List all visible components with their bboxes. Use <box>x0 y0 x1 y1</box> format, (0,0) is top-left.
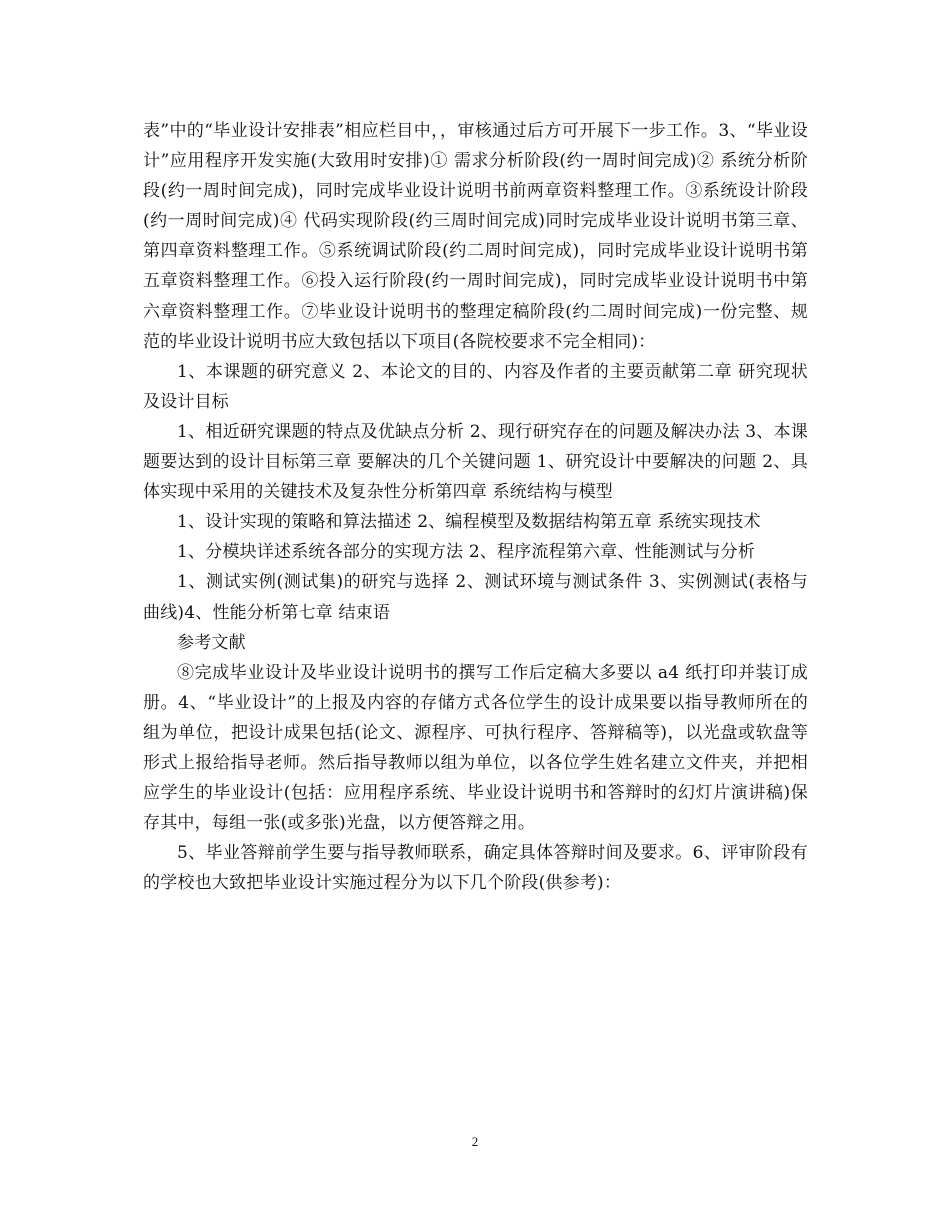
paragraph-chapter-three-four: 1、相近研究课题的特点及优缺点分析 2、现行研究存在的问题及解决办法 3、本课题要达到的设计目标第三章 要解决的几个关键问题 1、研究设计中要解决的问题 2、具体实现中采用的关键技术及复杂性分析第四章 系统结构与模型 <box>143 421 808 503</box>
paragraph-work-schedule: 表”中的“毕业设计安排表”相应栏目中，，审核通过后方可开展下一步工作。3、“毕业设计”应用程序开发实施(大致用时安排)① 需求分析阶段(约一周时间完成)② 系统分析阶段(约一周时间完成)，同时完成毕业设计说明书前两章资料整理工作。③系统设计阶段(约一周时间完成)④ 代码实现阶段(约三周时间完成)同时完成毕业设计说明书第三章、第四章资料整理工作。⑤系统调试阶段(约二周时间完成)，同时完成毕业设计说明书第五章资料整理工作。⑥投入运行阶段(约一周时间完成)，同时完成毕业设计说明书中第六章资料整理工作。⑦毕业设计说明书的整理定稿阶段(约二周时间完成)一份完整、规范的毕业设计说明书应大致包括以下项目(各院校要求不完全相同)： <box>143 121 808 352</box>
paragraph-submission: ⑧完成毕业设计及毕业设计说明书的撰写工作后定稿大多要以 a4 纸打印并装订成册。4、“毕业设计”的上报及内容的存储方式各位学生的设计成果要以指导教师所在的组为单位，把设计成果包括(论文、源程序、可执行程序、答辩稿等)，以光盘或软盘等形式上报给指导老师。然后指导教师以组为单位，以各位学生姓名建立文件夹，并把相应学生的毕业设计(包括：应用程序系统、毕业设计说明书和答辩时的幻灯片演讲稿)保存其中，每组一张(或多张)光盘，以方便答辩之用。 <box>143 662 808 834</box>
paragraph-chapter-seven: 1、测试实例(测试集)的研究与选择 2、测试环境与测试条件 3、实例测试(表格与曲线)4、性能分析第七章 结束语 <box>143 572 808 623</box>
paragraph-defense: 5、毕业答辩前学生要与指导教师联系，确定具体答辩时间及要求。6、评审阶段有的学校也大致把毕业设计实施过程分为以下几个阶段(供参考)： <box>143 843 808 894</box>
paragraph-chapter-six: 1、分模块详述系统各部分的实现方法 2、程序流程第六章、性能测试与分析 <box>177 542 756 563</box>
body-text <box>143 116 808 898</box>
paragraph-references: 参考文献 <box>177 632 246 653</box>
page-number: 2 <box>471 1134 479 1149</box>
paragraph-chapter-five: 1、设计实现的策略和算法描述 2、编程模型及数据结构第五章 系统实现技术 <box>177 512 761 533</box>
paragraph-chapter-two: 1、本课题的研究意义 2、本论文的目的、内容及作者的主要贡献第二章 研究现状及设计目标 <box>143 361 808 412</box>
